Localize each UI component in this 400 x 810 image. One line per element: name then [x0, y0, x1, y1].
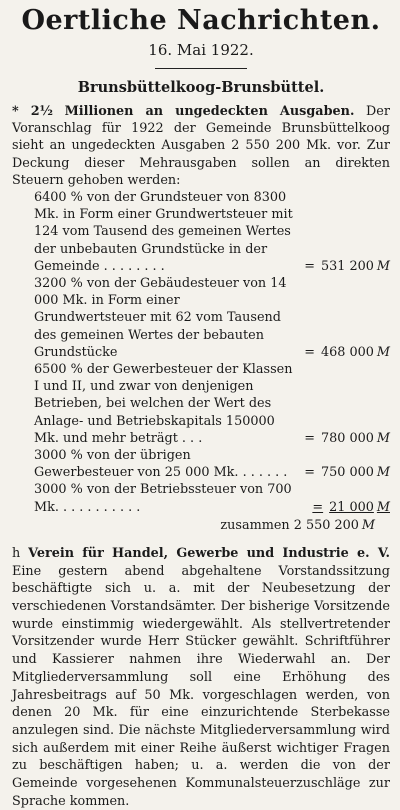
tax-item-amount: 750 000 [320, 465, 374, 481]
article-2-headline: Verein für Handel, Gewerbe und Industrie e. V. [28, 545, 390, 561]
equals-sign: = [304, 430, 315, 446]
article-2-marker: h [12, 545, 21, 561]
divider-rule [155, 68, 247, 69]
mark-unit: M [376, 499, 390, 515]
article-2 [12, 545, 390, 810]
equals-sign: = [312, 499, 324, 515]
total-label: zusammen [220, 517, 290, 533]
mark-unit: M [376, 465, 390, 481]
equals-sign: = [304, 465, 315, 481]
equals-sign: = [304, 344, 315, 360]
tax-item-amount-group [294, 464, 390, 481]
article-1-headline: Millionen an ungedeckten Ausgaben. [64, 104, 355, 119]
tax-item-text: 3000 % von der Betriebssteuer von 700 Mk. . . . . . . . . . . [34, 482, 292, 515]
tax-item-amount-group [294, 258, 390, 275]
total-amount: 2 550 200 [293, 517, 359, 533]
tax-item-amount-group [294, 499, 390, 516]
tax-item [12, 481, 390, 515]
tax-item-text: 3200 % von der Gebäudesteuer von 14 000 Mk. in Form einer Grundwertsteuer mit 62 vom Tausend des gemeinen Wertes der bebauten Grundstücke [34, 276, 287, 360]
tax-item-text: 6400 % von der Grundsteuer von 8300 Mk. in Form einer Grundwertsteuer mit 124 vom Tausend des gemeinen Wertes der unbebauten Grundstücke in der Gemeinde . . . . . . . . [34, 190, 293, 274]
total-line [12, 516, 390, 535]
mark-unit: M [376, 430, 390, 446]
tax-item-amount-group [294, 344, 390, 361]
tax-item-text: 6500 % der Gewerbesteuer der Klassen I und II, und zwar von denjenigen Betrieben, bei welchen der Wert des Anlage- und Betriebskapitals 150000 Mk. und mehr beträgt . . . [34, 362, 293, 446]
article-1-intro-text: Der Voranschlag für 1922 der Gemeinde Brunsbüttelkoog sieht an ungedeckten Ausgaben 2 550 200 Mk. vor. Zur Deckung dieser Mehrausgaben sollen an direkten Steuern gehoben werden: [12, 104, 390, 188]
tax-item [12, 275, 390, 361]
tax-item-amount-group [294, 430, 390, 447]
tax-item-text: 3000 % von der übrigen Gewerbesteuer von 25 000 Mk. . . . . . . [34, 448, 288, 481]
mark-unit: M [376, 344, 390, 360]
masthead-title: Oertliche Nachrichten. [21, 5, 381, 36]
article-2-body: Eine gestern abend abgehaltene Vorstandssitzung beschäftigte sich u. a. mit der Neubesetzung der verschiedenen Vorstandsämter. Der bisherige Vorsitzende wurde einstimmig wiedergewählt. Als stellvertretender Vorsitzender wurde Herr Stücker gewählt. Schriftführer und Kassierer nahmen ihre Wiederwahl an. Der Mitgliederversammlung soll eine Erhöhung des Jahresbeitrags auf 50 Mk. vorgeschlagen werden, von denen 20 Mk. für eine einzurichtende Sterbekasse anzulegen sind. Die nächste Mitgliederversammlung wird sich außerdem mit einer Reihe äußerst wichtiger Fragen zu beschäftigen haben; u. a. werden die von der Gemeinde vorgesehenen Kommunalsteuerzuschläge zur Sprache kommen. [12, 563, 390, 809]
tax-item-amount: 531 200 [320, 258, 374, 274]
dateline: 16. Mai 1922. [148, 41, 254, 59]
equals-sign: = [304, 258, 315, 274]
tax-item-amount: 780 000 [320, 430, 374, 446]
tax-item [12, 361, 390, 447]
article-1-intro [12, 103, 390, 189]
tax-item-amount: 468 000 [320, 344, 374, 360]
tax-list [12, 189, 390, 516]
tax-item [12, 447, 390, 481]
mark-unit: M [361, 517, 375, 533]
section-heading: Brunsbüttelkoog-Brunsbüttel. [77, 79, 325, 96]
mark-unit: M [376, 258, 390, 274]
article-1-marker: * 2½ [12, 104, 53, 119]
tax-item [12, 189, 390, 275]
tax-item-amount: 21 000 [329, 499, 374, 515]
